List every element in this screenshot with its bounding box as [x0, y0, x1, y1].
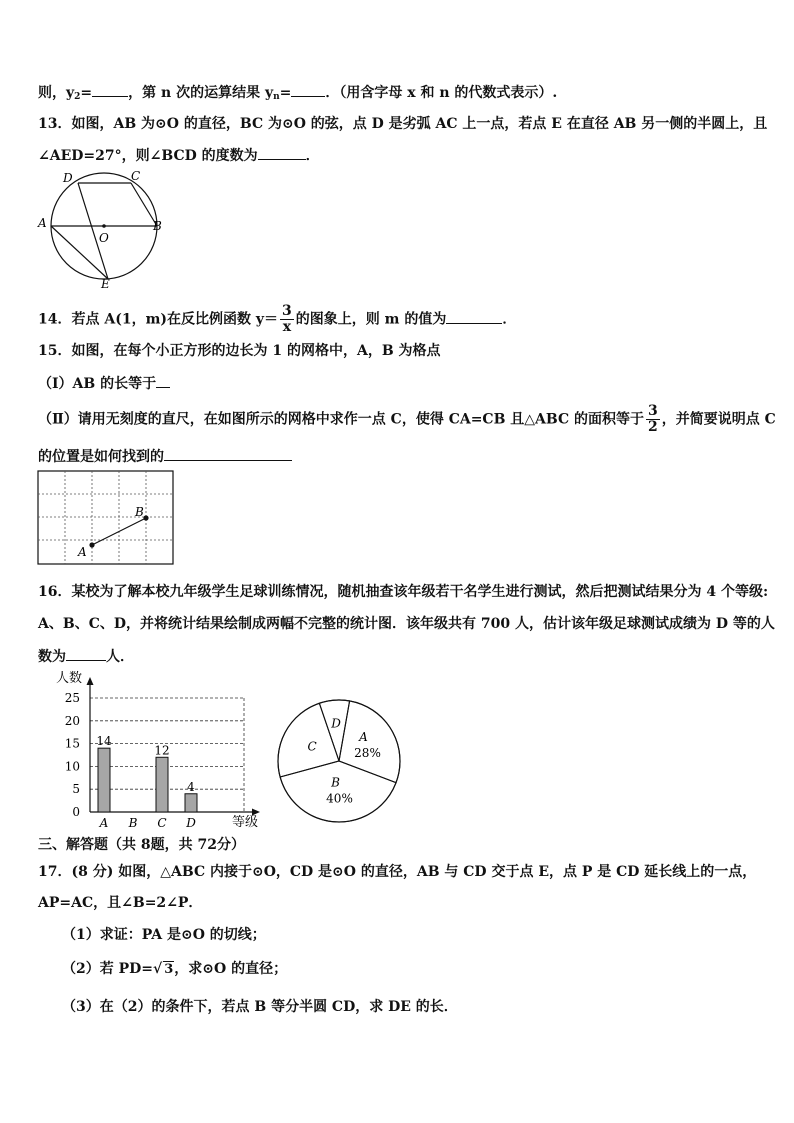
label-b: B — [135, 505, 144, 519]
sqrt-sign: √ — [153, 961, 163, 977]
q12-sub-n: n — [273, 92, 280, 102]
q16-text-2: A、B、C、D，并将统计结果绘制成两幅不完整的统计图．该年级共有 700 人，估计该年级足球测试成绩为 D 等的人 — [38, 616, 775, 632]
q17-item1-text: （1）求证：PA 是⊙O 的切线； — [62, 927, 266, 943]
frac-denominator: x — [282, 319, 292, 335]
q15-grid-figure — [37, 470, 177, 568]
q16-text-3-end: 人． — [106, 649, 134, 665]
bar-data-label: 12 — [154, 743, 170, 758]
answer-blank[interactable] — [446, 309, 502, 324]
q15-fraction — [646, 404, 660, 435]
bar — [185, 794, 197, 812]
q14-text-end: ． — [502, 311, 517, 328]
label-c: C — [131, 169, 141, 183]
q12-eq2: = — [279, 85, 292, 101]
q12-line — [38, 82, 756, 107]
q17-text-2: AP=AC，且∠B=2∠P． — [38, 895, 203, 911]
label-b: B — [153, 219, 162, 233]
bar-data-label: 4 — [187, 779, 195, 794]
q15-line3 — [38, 403, 776, 435]
x-tick-label: A — [99, 816, 109, 830]
pie-slice-percent: 28% — [354, 745, 381, 760]
section3-heading-text: 三、解答题（共 8题，共 72分） — [38, 837, 245, 853]
answer-blank[interactable] — [156, 373, 170, 388]
answer-blank[interactable] — [291, 82, 325, 97]
q12-text-b: ，第 n 次的运算结果 y — [128, 85, 274, 101]
q17-item3-text: （3）在（2）的条件下，若点 B 等分半圆 CD，求 DE 的长． — [62, 999, 458, 1015]
q17-text-1: 17．(8 分) 如图，△ABC 内接于⊙O，CD 是⊙O 的直径，AB 与 CD 交于点 E，点 P 是 CD 延长线上的一点， — [38, 864, 757, 880]
q12-text-c: ．（用含字母 x 和 n 的代数式表示）. — [325, 85, 558, 101]
y-tick-label: 25 — [64, 691, 80, 705]
q16-line3 — [38, 646, 756, 667]
answer-blank[interactable] — [164, 446, 292, 461]
frac-numerator: 3 — [282, 303, 292, 319]
q17-item2-post: ，求⊙O 的直径； — [174, 961, 288, 977]
q13-line2 — [38, 145, 756, 166]
q15-line2 — [38, 373, 756, 394]
q14-fraction — [280, 304, 294, 335]
section-heading — [38, 835, 756, 855]
bar-data-label: 14 — [96, 734, 112, 749]
answer-blank[interactable] — [92, 82, 128, 97]
y-tick-label: 0 — [72, 805, 80, 819]
q16-line2 — [38, 614, 775, 634]
q13-line1 — [38, 114, 768, 134]
q15-text-3: （Ⅱ）请用无刻度的直尺，在如图所示的网格中求作一点 C，使得 CA=CB 且△ABC 的面积等于 — [38, 411, 645, 428]
sqrt-radicand: 3 — [164, 962, 174, 977]
y-tick-label: 10 — [64, 759, 80, 774]
y-tick-label: 5 — [72, 782, 80, 797]
x-axis-label: 等级 — [232, 815, 259, 830]
q17-item2 — [62, 959, 756, 979]
x-tick-label: D — [186, 816, 196, 830]
pie-slice-label: A — [359, 729, 368, 744]
q13-text-2: ∠AED=27°，则∠BCD 的度数为 — [38, 148, 258, 164]
frac-numerator: 3 — [648, 403, 658, 419]
pie-slice-label: B — [331, 775, 340, 790]
q17-line2 — [38, 893, 756, 913]
y-axis-label: 人数 — [56, 671, 83, 686]
q17-item3 — [62, 997, 756, 1017]
label-o: O — [99, 231, 109, 245]
answer-blank[interactable] — [258, 145, 306, 160]
x-tick-label: C — [157, 816, 167, 830]
pie-slice-percent: 40% — [326, 791, 353, 806]
q13-circle-figure — [34, 166, 166, 290]
q16-text-3: 数为 — [38, 649, 66, 665]
pie-slice-label: C — [307, 739, 317, 754]
q15-line4 — [38, 446, 756, 467]
q14-text-2: 的图象上，则 m 的值为 — [295, 311, 447, 328]
y-axis-arrow — [87, 677, 94, 685]
q16-line1 — [38, 582, 769, 602]
q15-line1 — [38, 341, 756, 361]
q13-text-1: 13．如图，AB 为⊙O 的直径，BC 为⊙O 的弦，点 D 是劣弧 AC 上一点，若点 E 在直径 AB 另一侧的半圆上，且 — [38, 116, 768, 132]
point-a — [89, 542, 94, 547]
q14-text-1: 14．若点 A(1，m)在反比例函数 y＝ — [38, 311, 279, 328]
frac-denominator: 2 — [648, 419, 658, 435]
q13-text-end: ． — [305, 148, 320, 164]
q15-text-2: （Ⅰ）AB 的长等于 — [38, 376, 157, 392]
label-a: A — [38, 216, 47, 230]
q12-eq: = — [80, 85, 93, 101]
center-dot — [102, 224, 106, 228]
bar-chart — [38, 668, 272, 834]
x-tick-label: B — [128, 816, 138, 830]
pie-slice — [339, 701, 400, 783]
pie-chart — [272, 694, 406, 828]
q17-item1 — [62, 925, 756, 945]
q12-sub-2: 2 — [74, 92, 81, 102]
label-e: E — [101, 277, 110, 290]
label-a: A — [78, 545, 87, 559]
q12-text-a: 则，y — [38, 85, 75, 101]
pie-slice-label: D — [331, 716, 341, 731]
bar — [156, 757, 168, 812]
y-tick-label: 15 — [64, 736, 80, 751]
pie-slice — [319, 700, 349, 761]
q15-text-1: 15．如图，在每个小正方形的边长为 1 的网格中，A，B 为格点 — [38, 343, 441, 359]
q15-text-4: 的位置是如何找到的 — [38, 449, 164, 465]
label-d: D — [63, 171, 73, 185]
answer-blank[interactable] — [66, 646, 106, 661]
q17-item2-pre: （2）若 PD= — [62, 961, 154, 977]
bar — [98, 748, 110, 812]
q16-text-1: 16．某校为了解本校九年级学生足球训练情况，随机抽查该年级若干名学生进行测试，然后把测试结果分为 4 个等级: — [38, 584, 769, 600]
q17-line1 — [38, 862, 756, 882]
q15-text-3-end: ，并简要说明点 C — [661, 411, 776, 428]
point-b — [143, 515, 148, 520]
q14-line — [38, 304, 756, 335]
y-tick-label: 20 — [64, 713, 80, 728]
